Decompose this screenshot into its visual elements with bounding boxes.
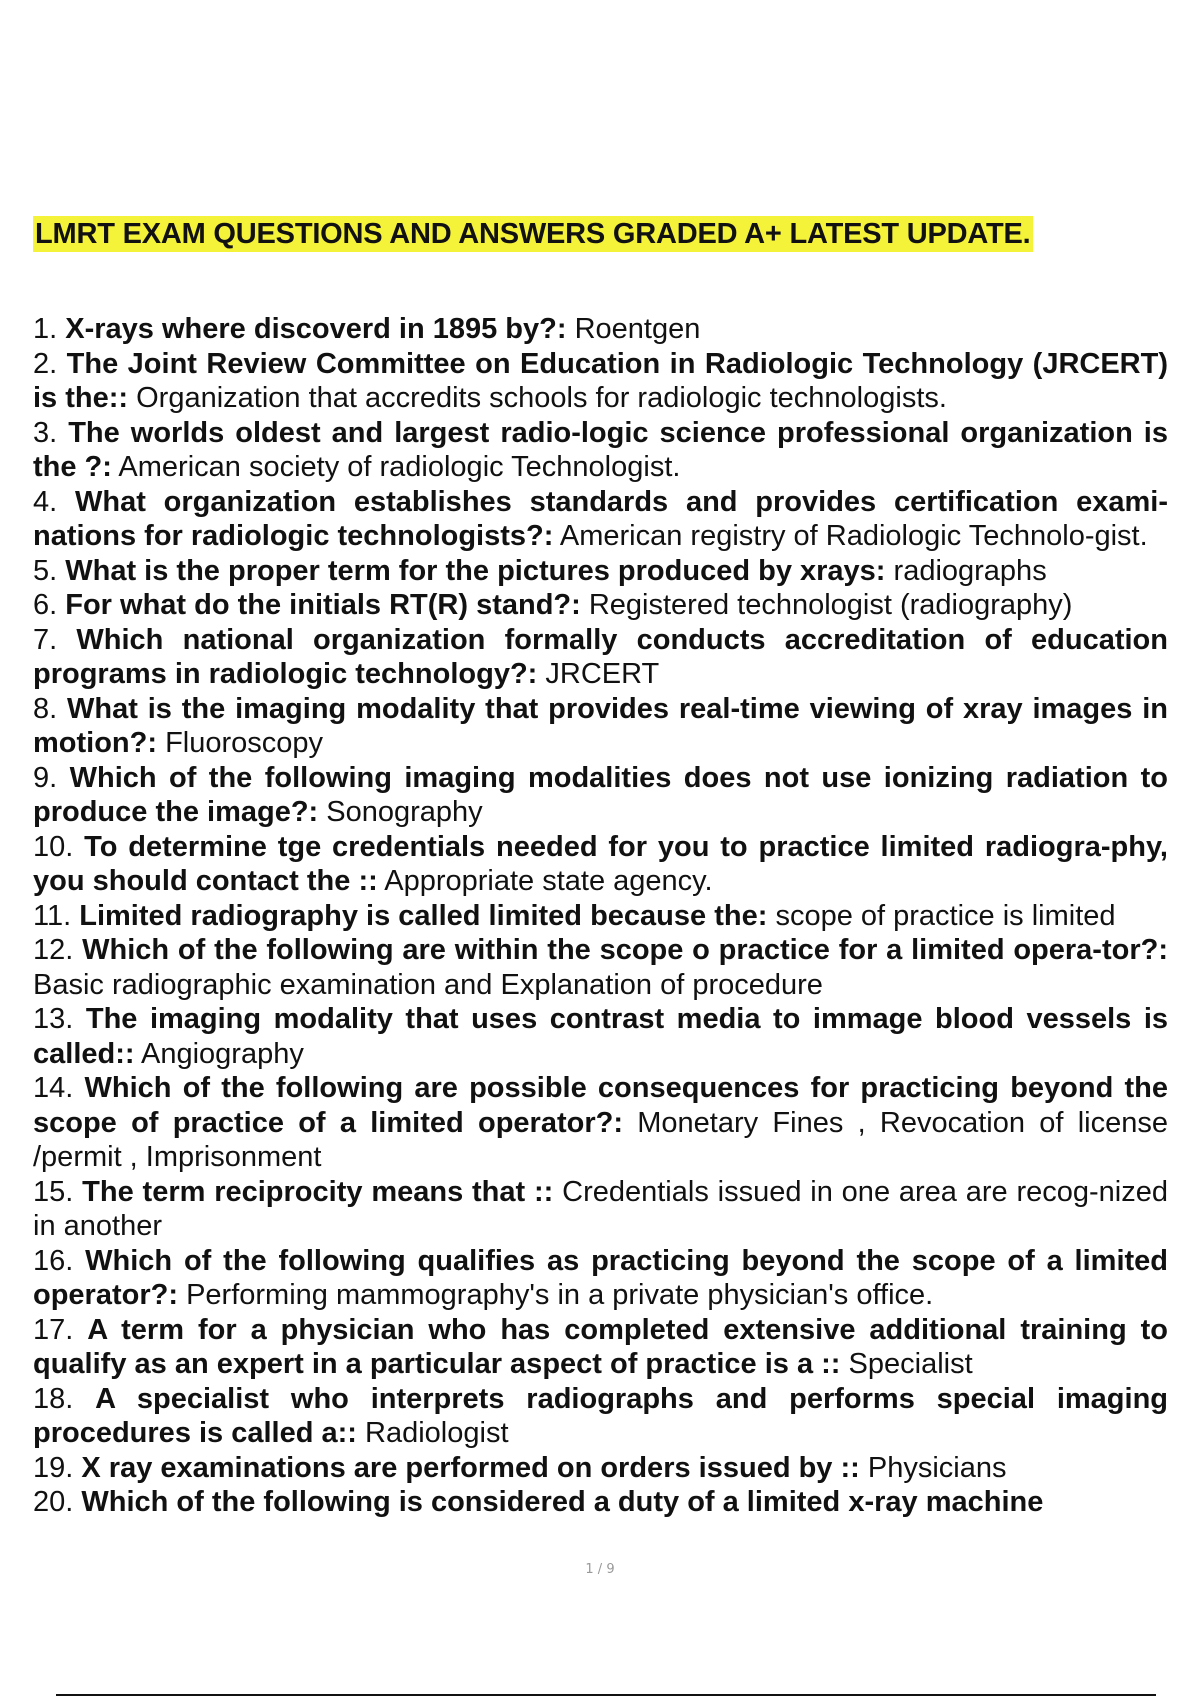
- qa-item: [33, 588, 1168, 623]
- question-number: 15.: [33, 1175, 74, 1208]
- footer-divider: [56, 1694, 1156, 1696]
- question-text: The term reciprocity means that ::: [82, 1175, 554, 1208]
- qa-item: [33, 761, 1168, 830]
- question-number: 2.: [33, 347, 58, 380]
- question-text: Which of the following imaging modalities does not use ionizing radiation to produce the image?:: [33, 761, 1168, 828]
- question-number: 6.: [33, 589, 58, 621]
- question-number: 11.: [33, 899, 72, 932]
- qa-item: [33, 692, 1168, 761]
- question-text: Which of the following are possible consequences for practicing beyond the scope of practice of a limited operator?:: [33, 1072, 1168, 1139]
- question-text: What is the imaging modality that provides real-time viewing of xray images in motion?:: [33, 692, 1169, 759]
- qa-item: [33, 1382, 1168, 1451]
- qa-item: [33, 347, 1168, 416]
- question-number: 5.: [33, 554, 58, 587]
- answer-text: Sonography: [326, 796, 483, 828]
- qa-item: [33, 1175, 1168, 1244]
- qa-item: [33, 1451, 1168, 1486]
- qa-item: [33, 1485, 1168, 1520]
- question-number: 12.: [33, 934, 74, 966]
- question-text: The worlds oldest and largest radio-logic science professional organization is the ?:: [33, 416, 1168, 483]
- answer-text: Credentials issued in one area are recog-nized in another: [33, 1175, 1169, 1242]
- question-text: A term for a physician who has completed extensive additional training to qualify as an expert in a particular aspect of practice is a ::: [33, 1313, 1168, 1380]
- qa-item: [33, 830, 1168, 899]
- answer-text: American registry of Radiologic Technolo-gist.: [559, 520, 1148, 552]
- question-text: What is the proper term for the pictures produced by xrays:: [65, 554, 886, 587]
- answer-text: Radiologist: [365, 1417, 509, 1449]
- question-text: The Joint Review Committee on Education in Radiologic Technology (JRCERT) is the::: [33, 347, 1168, 414]
- question-text: Which of the following is considered a duty of a limited x-ray machine: [81, 1486, 1044, 1518]
- question-text: Which national organization formally conducts accreditation of education programs in radiologic technology?:: [33, 623, 1168, 690]
- qa-item: [33, 1313, 1168, 1382]
- answer-text: Monetary Fines , Revocation of license /permit , Imprisonment: [33, 1106, 1169, 1173]
- question-number: 14.: [33, 1072, 74, 1104]
- qa-item: [33, 485, 1168, 554]
- page-number: 1 / 9: [585, 1562, 615, 1577]
- answer-text: JRCERT: [545, 658, 660, 690]
- answer-text: scope of practice is limited: [775, 899, 1116, 932]
- document-title: LMRT EXAM QUESTIONS AND ANSWERS GRADED A+ LATEST UPDATE.: [35, 218, 1031, 250]
- answer-text: Roentgen: [574, 313, 701, 345]
- answer-text: Specialist: [848, 1348, 973, 1380]
- question-number: 17.: [33, 1313, 74, 1346]
- question-text: For what do the initials RT(R) stand?:: [65, 589, 581, 621]
- question-text: Limited radiography is called limited because the:: [79, 899, 768, 932]
- question-text: What organization establishes standards and provides certification exami-nations for radiologic technologists?:: [33, 485, 1168, 552]
- qa-item: [33, 899, 1168, 934]
- answer-text: Organization that accredits schools for radiologic technologists.: [136, 382, 947, 414]
- qa-item: [33, 1071, 1168, 1175]
- answer-text: Basic radiographic examination and Explanation of procedure: [33, 968, 823, 1001]
- question-number: 7.: [33, 623, 58, 656]
- answer-text: Fluoroscopy: [165, 727, 324, 759]
- qa-item: [33, 312, 1168, 347]
- qa-item: [33, 416, 1168, 485]
- answer-text: Appropriate state agency.: [384, 865, 713, 897]
- question-text: X ray examinations are performed on orders issued by ::: [81, 1451, 860, 1484]
- qa-item: [33, 933, 1168, 1002]
- question-number: 10.: [33, 830, 74, 863]
- question-number: 1.: [33, 313, 58, 345]
- question-number: 18.: [33, 1382, 74, 1415]
- qa-item: [33, 1244, 1168, 1313]
- qa-item: [33, 623, 1168, 692]
- question-number: 4.: [33, 485, 58, 518]
- question-number: 3.: [33, 416, 58, 449]
- answer-text: Angiography: [141, 1037, 304, 1070]
- qa-item: [33, 1002, 1168, 1071]
- question-number: 20.: [33, 1486, 74, 1518]
- question-number: 8.: [33, 692, 58, 725]
- answer-text: Physicians: [867, 1451, 1007, 1484]
- question-text: The imaging modality that uses contrast media to immage blood vessels is called::: [33, 1003, 1168, 1070]
- answer-text: radiographs: [893, 554, 1047, 587]
- question-number: 13.: [33, 1003, 74, 1035]
- question-text: Which of the following are within the scope o practice for a limited opera-tor?:: [82, 934, 1168, 966]
- question-text: To determine tge credentials needed for you to practice limited radiogra-phy, you should contact the ::: [33, 830, 1168, 897]
- question-number: 19.: [33, 1451, 74, 1484]
- answer-text: Performing mammography's in a private physician's office.: [186, 1279, 934, 1311]
- answer-text: Registered technologist (radiography): [588, 589, 1073, 621]
- question-text: A specialist who interprets radiographs and performs special imaging procedures is called a::: [33, 1382, 1169, 1449]
- answer-text: American society of radiologic Technologist.: [118, 451, 681, 483]
- question-number: 16.: [33, 1244, 74, 1277]
- qa-item: [33, 554, 1168, 589]
- question-number: 9.: [33, 761, 58, 794]
- question-text: Which of the following qualifies as practicing beyond the scope of a limited operator?:: [33, 1244, 1168, 1311]
- question-list: [33, 312, 1168, 1520]
- question-text: X-rays where discoverd in 1895 by?:: [65, 313, 567, 345]
